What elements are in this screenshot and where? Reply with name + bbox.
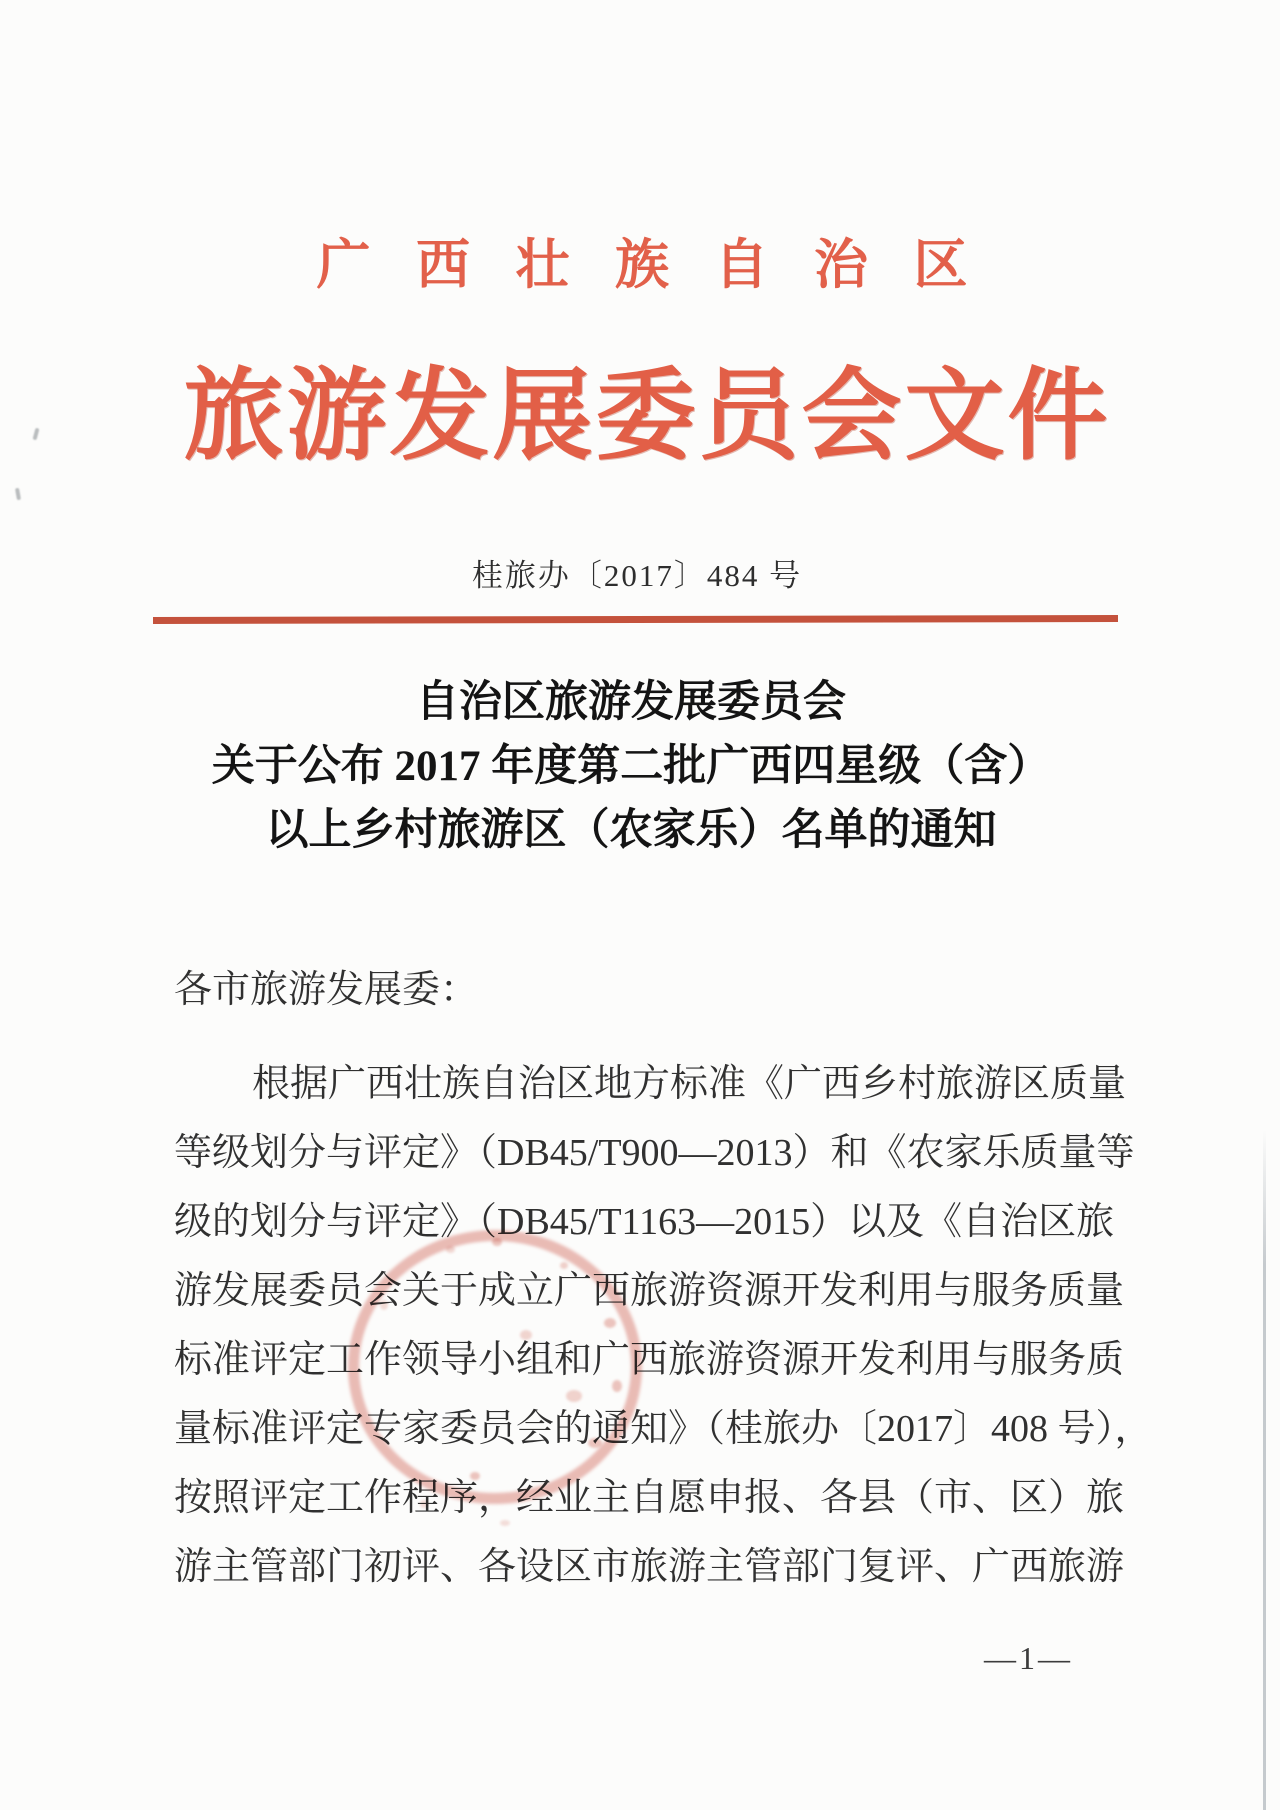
body-line: 根据广西壮族自治区地方标准《广西乡村旅游区质量 <box>252 1063 1127 1105</box>
doc-number: 桂旅办〔2017〕484 号 <box>471 558 803 593</box>
body-line: 游发展委员会关于成立广西旅游资源开发利用与服务质量 <box>174 1270 1125 1312</box>
letterhead-org-line: 旅游发展委员会文件 <box>183 361 1111 472</box>
body-line: 按照评定工作程序，经业主自愿申报、各县（市、区）旅 <box>174 1477 1125 1519</box>
title-line-3: 以上乡村旅游区（农家乐）名单的通知 <box>265 807 997 854</box>
page-number: —1— <box>984 1640 1073 1676</box>
letterhead-region-line: 广 西 壮 族 自 治 区 <box>316 235 984 295</box>
scan-artifact <box>15 488 21 501</box>
body-line: 级的划分与评定》（DB45/T1163—2015）以及《自治区旅 <box>174 1201 1115 1243</box>
title-line-1: 自治区旅游发展委员会 <box>416 679 846 726</box>
red-divider-rule <box>153 615 1118 624</box>
body-line: 游主管部门初评、各设区市旅游主管部门复评、广西旅游 <box>174 1546 1125 1588</box>
document-title <box>0 671 1262 863</box>
title-line-2: 关于公布 2017 年度第二批广西四星级（含） <box>211 743 1051 790</box>
body-line: 等级划分与评定》（DB45/T900—2013）和《农家乐质量等 <box>174 1132 1135 1174</box>
salutation: 各市旅游发展委： <box>174 969 479 1011</box>
document-body <box>174 964 1153 1602</box>
scan-edge-line <box>1263 1130 1266 1810</box>
body-line: 标准评定工作领导小组和广西旅游资源开发利用与服务质 <box>174 1339 1125 1381</box>
body-line: 量标准评定专家委员会的通知》（桂旅办〔2017〕408 号）， <box>174 1408 1153 1450</box>
